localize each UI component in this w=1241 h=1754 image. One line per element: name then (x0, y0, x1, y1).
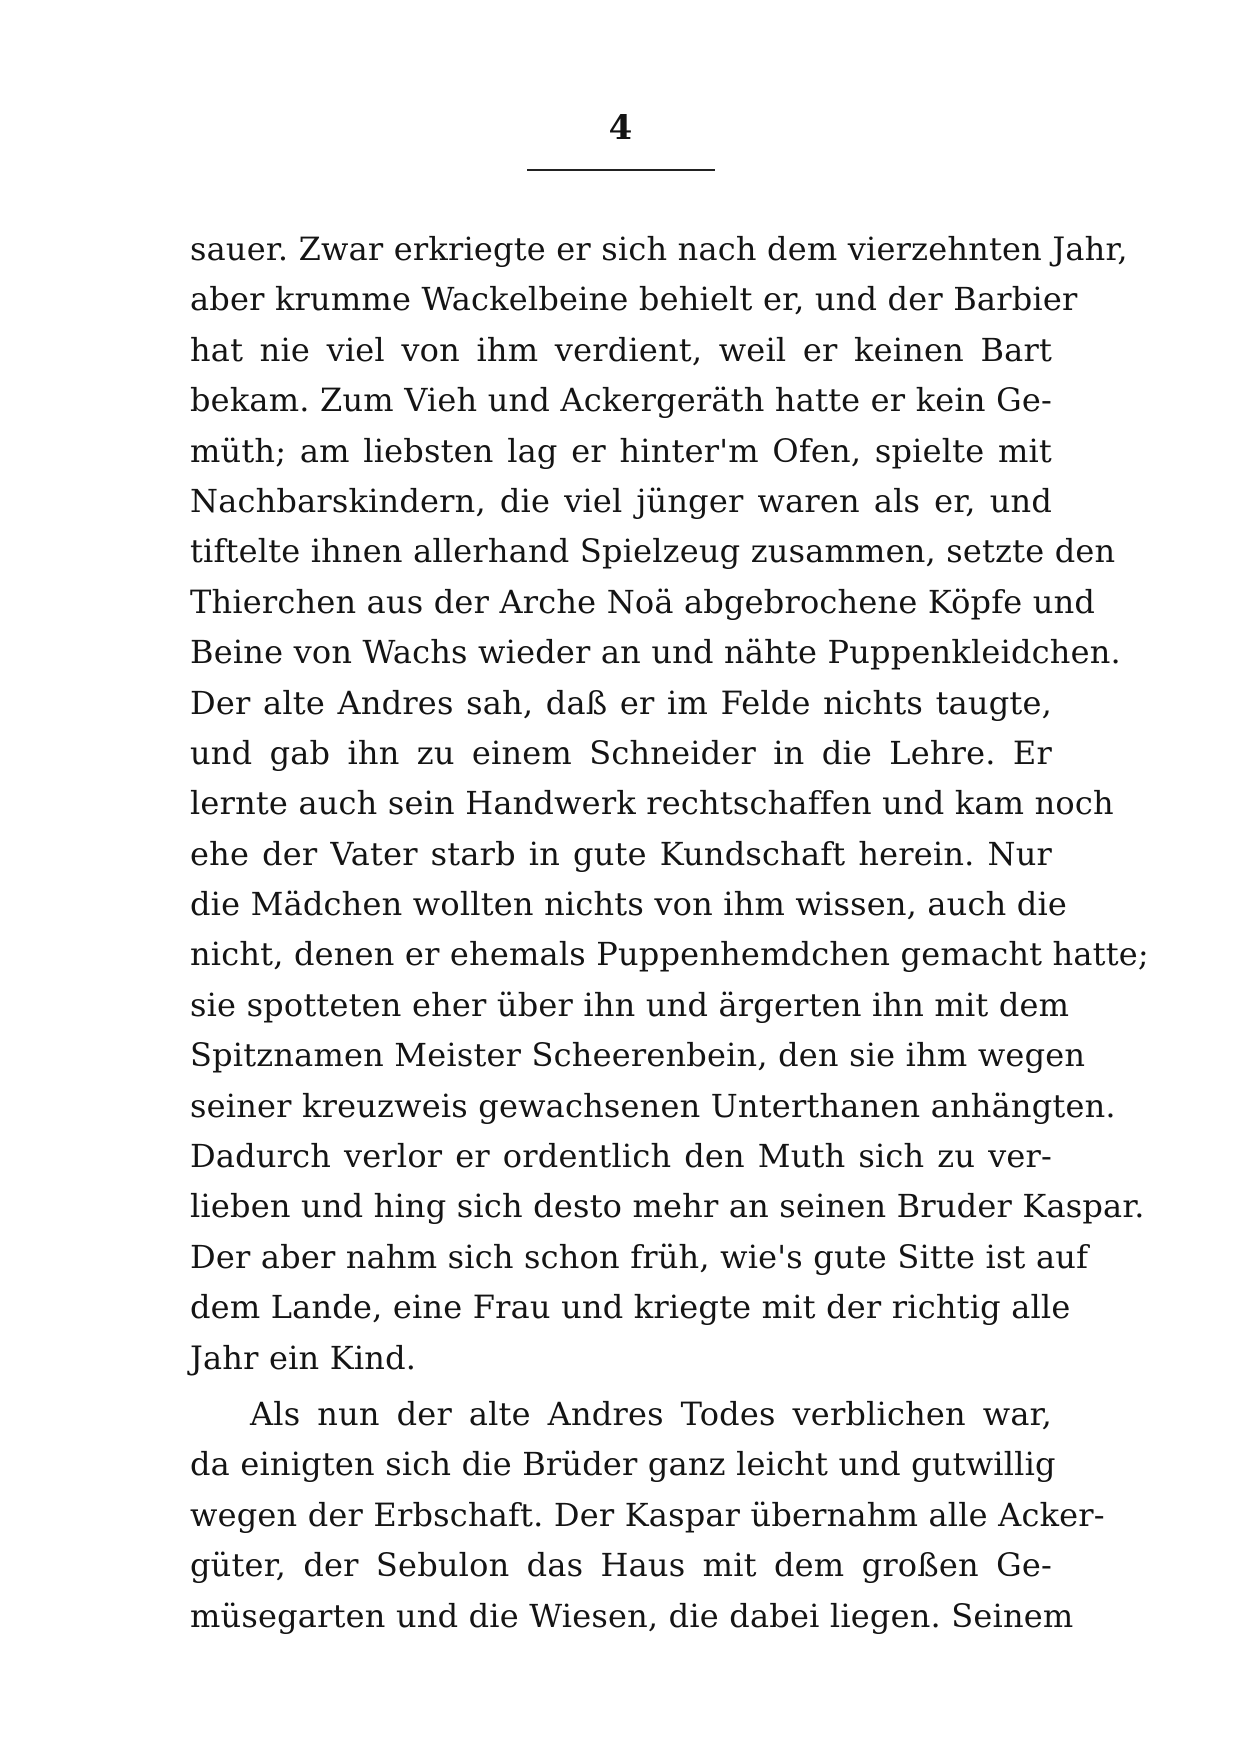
text-line: und gab ihn zu einem Schneider in die Lehre. Er (190, 733, 1052, 772)
text-line: Spitznamen Meister Scheerenbein, den sie ihm wegen (190, 1036, 1086, 1075)
text-line: da einigten sich die Brüder ganz leicht und gutwillig (190, 1445, 1056, 1484)
text-line: dem Lande, eine Frau und kriegte mit der richtig alle (190, 1288, 1071, 1327)
text-line: ehe der Vater starb in gute Kundschaft herein. Nur (190, 834, 1052, 873)
text-line: bekam. Zum Vieh und Ackergeräth hatte er kein Ge- (190, 381, 1052, 420)
text-line: Der alte Andres sah, daß er im Felde nichts taugte, (190, 683, 1052, 722)
text-line: güter, der Sebulon das Haus mit dem großen Ge- (190, 1546, 1052, 1585)
paragraph-end-line: Jahr ein Kind. (190, 1338, 417, 1377)
text-line: wegen der Erbschaft. Der Kaspar übernahm alle Acker- (190, 1495, 1105, 1534)
text-line: Nachbarskindern, die viel jünger waren als er, und (190, 481, 1052, 520)
text-line: aber krumme Wackelbeine behielt er, und der Barbier (190, 280, 1078, 319)
text-line: müth; am liebsten lag er hinter'm Ofen, spielte mit (190, 431, 1052, 470)
text-line: müsegarten und die Wiesen, die dabei liegen. Seinem (190, 1596, 1074, 1635)
text-line: sauer. Zwar erkriegte er sich nach dem vierzehnten Jahr, (190, 230, 1128, 268)
text-line: tiftelte ihnen allerhand Spielzeug zusammen, setzte den (190, 532, 1116, 571)
page-number: 4 (608, 108, 633, 148)
text-line: Thierchen aus der Arche Noä abgebrochene Köpfe und (190, 582, 1096, 621)
text-line: Der aber nahm sich schon früh, wie's gute Sitte ist auf (190, 1237, 1089, 1276)
text-line: hat nie viel von ihm verdient, weil er keinen Bart (190, 330, 1052, 369)
text-line: die Mädchen wollten nichts von ihm wissen, auch die (190, 885, 1068, 924)
text-line: seiner kreuzweis gewachsenen Unterthanen anhängten. (190, 1086, 1116, 1125)
body-text (190, 224, 1149, 1641)
text-line: nicht, denen er ehemals Puppenhemdchen gemacht hatte; (190, 935, 1149, 974)
text-line: sie spotteten eher über ihn und ärgerten ihn mit dem (190, 985, 1070, 1024)
text-line: lieben und hing sich desto mehr an seinen Bruder Kaspar. (190, 1187, 1145, 1226)
paragraph-start-line: Als nun der alte Andres Todes verblichen war, (250, 1394, 1052, 1433)
text-line: Dadurch verlor er ordentlich den Muth sich zu ver- (190, 1137, 1052, 1176)
text-line: Beine von Wachs wieder an und nähte Puppenkleidchen. (190, 633, 1121, 672)
header-rule (527, 169, 715, 171)
text-line: lernte auch sein Handwerk rechtschaffen und kam noch (190, 784, 1114, 823)
